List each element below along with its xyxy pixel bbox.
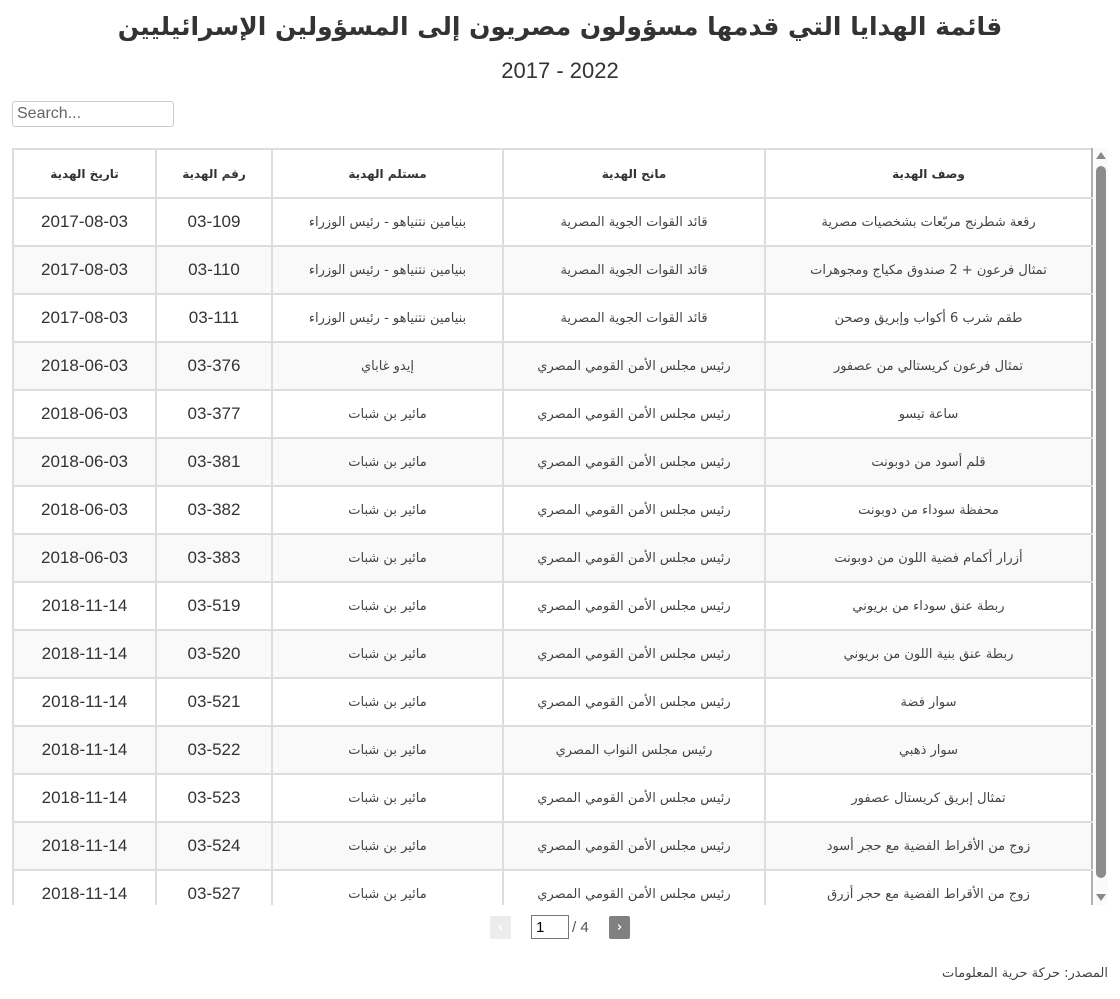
table-row[interactable]: [13, 438, 1092, 486]
table-row[interactable]: [13, 198, 1092, 246]
chevron-left-icon: ‹: [497, 920, 504, 935]
pagination: [0, 915, 1120, 941]
cell-description: تمثال إبريق كريستال عصفور: [765, 774, 1092, 822]
cell-giver: رئيس مجلس الأمن القومي المصري: [503, 438, 765, 486]
page-title: قائمة الهدايا التي قدمها مسؤولون مصريون إلى المسؤولين الإسرائيليين: [117, 12, 1003, 41]
cell-description: تمثال فرعون + 2 صندوق مكياج ومجوهرات: [765, 246, 1092, 294]
cell-description: محفظة سوداء من دوبونت: [765, 486, 1092, 534]
cell-recipient: إيدو غاباي: [272, 342, 503, 390]
cell-recipient: مائير بن شبات: [272, 534, 503, 582]
cell-number: 03-381: [156, 438, 272, 486]
page-subtitle: 2017 - 2022: [501, 58, 619, 83]
cell-description: ربطة عنق بنية اللون من بريوني: [765, 630, 1092, 678]
table-container: [12, 148, 1108, 905]
scroll-thumb[interactable]: [1096, 166, 1106, 878]
cell-description: ساعة تيسو: [765, 390, 1092, 438]
cell-number: 03-110: [156, 246, 272, 294]
cell-number: 03-527: [156, 870, 272, 905]
cell-description: طقم شرب 6 أكواب وإبريق وصحن: [765, 294, 1092, 342]
cell-description: ربطة عنق سوداء من بريوني: [765, 582, 1092, 630]
cell-recipient: مائير بن شبات: [272, 726, 503, 774]
cell-recipient: مائير بن شبات: [272, 486, 503, 534]
next-page-button[interactable]: [609, 916, 630, 939]
cell-giver: قائد القوات الجوية المصرية: [503, 198, 765, 246]
table-row[interactable]: [13, 486, 1092, 534]
cell-number: 03-522: [156, 726, 272, 774]
table-row[interactable]: [13, 246, 1092, 294]
total-pages-label: / 4: [572, 919, 589, 936]
cell-date: 2018-06-03: [13, 438, 156, 486]
cell-number: 03-523: [156, 774, 272, 822]
cell-number: 03-524: [156, 822, 272, 870]
cell-date: 2017-08-03: [13, 294, 156, 342]
scroll-up-arrow-icon[interactable]: [1096, 152, 1106, 159]
cell-recipient: مائير بن شبات: [272, 630, 503, 678]
cell-giver: رئيس مجلس الأمن القومي المصري: [503, 390, 765, 438]
table-row[interactable]: [13, 342, 1092, 390]
cell-date: 2018-06-03: [13, 342, 156, 390]
table-row[interactable]: [13, 294, 1092, 342]
cell-date: 2018-11-14: [13, 726, 156, 774]
cell-number: 03-519: [156, 582, 272, 630]
cell-giver: رئيس مجلس النواب المصري: [503, 726, 765, 774]
cell-giver: رئيس مجلس الأمن القومي المصري: [503, 582, 765, 630]
cell-date: 2018-11-14: [13, 630, 156, 678]
table-scrollbar[interactable]: [1094, 148, 1108, 905]
column-header-recipient[interactable]: مستلم الهدية: [272, 149, 503, 198]
table-row[interactable]: [13, 390, 1092, 438]
cell-recipient: مائير بن شبات: [272, 678, 503, 726]
cell-number: 03-109: [156, 198, 272, 246]
cell-number: 03-382: [156, 486, 272, 534]
table-row[interactable]: [13, 870, 1092, 905]
cell-recipient: مائير بن شبات: [272, 774, 503, 822]
cell-number: 03-520: [156, 630, 272, 678]
cell-recipient: مائير بن شبات: [272, 870, 503, 905]
column-header-description[interactable]: وصف الهدية: [765, 149, 1092, 198]
previous-page-button[interactable]: [490, 916, 511, 939]
table-row[interactable]: [13, 582, 1092, 630]
cell-date: 2018-11-14: [13, 822, 156, 870]
table-header-row: [13, 149, 1092, 198]
column-header-date[interactable]: تاريخ الهدية: [13, 149, 156, 198]
column-header-number[interactable]: رقم الهدية: [156, 149, 272, 198]
cell-recipient: مائير بن شبات: [272, 438, 503, 486]
table-body: [13, 198, 1092, 905]
source-note: المصدر: حركة حرية المعلومات: [942, 966, 1108, 981]
cell-giver: رئيس مجلس الأمن القومي المصري: [503, 870, 765, 905]
cell-description: أزرار أكمام فضية اللون من دوبونت: [765, 534, 1092, 582]
table-row[interactable]: [13, 534, 1092, 582]
cell-description: رقعة شطرنج مربّعات بشخصيات مصرية: [765, 198, 1092, 246]
cell-date: 2017-08-03: [13, 198, 156, 246]
scroll-down-arrow-icon[interactable]: [1096, 894, 1106, 901]
cell-giver: قائد القوات الجوية المصرية: [503, 294, 765, 342]
cell-recipient: بنيامين نتنياهو - رئيس الوزراء: [272, 246, 503, 294]
column-header-giver[interactable]: مانح الهدية: [503, 149, 765, 198]
cell-recipient: بنيامين نتنياهو - رئيس الوزراء: [272, 294, 503, 342]
cell-description: زوج من الأقراط الفضية مع حجر أسود: [765, 822, 1092, 870]
cell-giver: رئيس مجلس الأمن القومي المصري: [503, 774, 765, 822]
cell-recipient: بنيامين نتنياهو - رئيس الوزراء: [272, 198, 503, 246]
cell-number: 03-377: [156, 390, 272, 438]
cell-giver: رئيس مجلس الأمن القومي المصري: [503, 678, 765, 726]
table-row[interactable]: [13, 726, 1092, 774]
cell-number: 03-376: [156, 342, 272, 390]
gifts-table: [12, 148, 1093, 905]
cell-recipient: مائير بن شبات: [272, 822, 503, 870]
table-row[interactable]: [13, 630, 1092, 678]
cell-description: زوج من الأقراط الفضية مع حجر أزرق: [765, 870, 1092, 905]
chevron-right-icon: ›: [616, 920, 623, 935]
table-row[interactable]: [13, 678, 1092, 726]
table-row[interactable]: [13, 822, 1092, 870]
cell-description: تمثال فرعون كريستالي من عصفور: [765, 342, 1092, 390]
cell-description: سوار فضة: [765, 678, 1092, 726]
cell-giver: رئيس مجلس الأمن القومي المصري: [503, 822, 765, 870]
cell-date: 2017-08-03: [13, 246, 156, 294]
cell-giver: قائد القوات الجوية المصرية: [503, 246, 765, 294]
cell-date: 2018-11-14: [13, 678, 156, 726]
search-input[interactable]: [12, 101, 174, 127]
cell-date: 2018-06-03: [13, 486, 156, 534]
cell-giver: رئيس مجلس الأمن القومي المصري: [503, 486, 765, 534]
cell-date: 2018-06-03: [13, 534, 156, 582]
cell-giver: رئيس مجلس الأمن القومي المصري: [503, 534, 765, 582]
cell-date: 2018-11-14: [13, 870, 156, 905]
cell-number: 03-383: [156, 534, 272, 582]
cell-recipient: مائير بن شبات: [272, 390, 503, 438]
table-row[interactable]: [13, 774, 1092, 822]
cell-description: قلم أسود من دوبونت: [765, 438, 1092, 486]
cell-giver: رئيس مجلس الأمن القومي المصري: [503, 630, 765, 678]
cell-number: 03-111: [156, 294, 272, 342]
cell-date: 2018-11-14: [13, 582, 156, 630]
cell-date: 2018-06-03: [13, 390, 156, 438]
cell-giver: رئيس مجلس الأمن القومي المصري: [503, 342, 765, 390]
cell-recipient: مائير بن شبات: [272, 582, 503, 630]
cell-description: سوار ذهبي: [765, 726, 1092, 774]
cell-date: 2018-11-14: [13, 774, 156, 822]
page-number-input[interactable]: [531, 915, 569, 939]
cell-number: 03-521: [156, 678, 272, 726]
